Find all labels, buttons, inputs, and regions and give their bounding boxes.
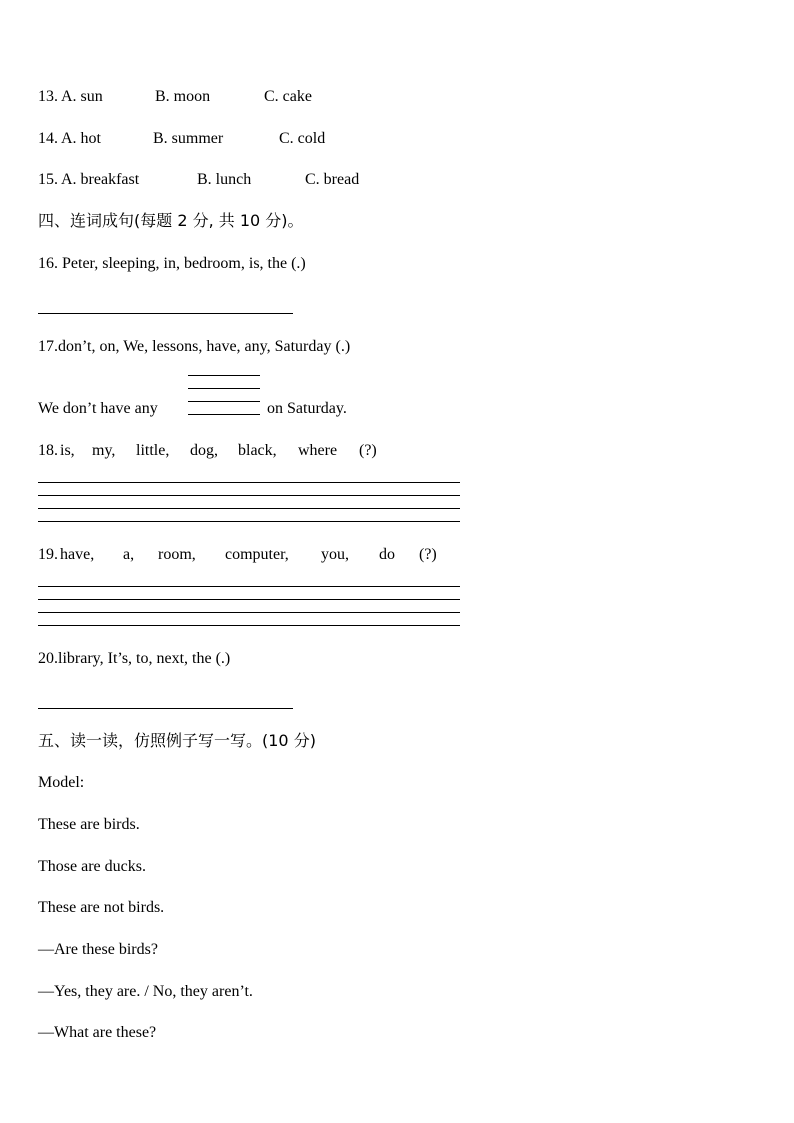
word: you,: [321, 546, 349, 563]
question-20: 20.library, It’s, to, next, the (.): [38, 650, 231, 667]
option-b: B. moon: [155, 88, 211, 105]
option-c: C. cake: [264, 88, 312, 105]
word: my,: [92, 442, 116, 459]
section-4-heading: 四、连词成句(每题 2 分, 共 10 分)。: [38, 211, 304, 230]
question-17: 17.don’t, on, We, lessons, have, any, Saturday (.): [38, 338, 351, 355]
model-label: Model:: [38, 774, 85, 791]
model-line: —Are these birds?: [38, 941, 158, 958]
word: room,: [158, 546, 196, 563]
q17-suffix: on Saturday.: [267, 400, 347, 417]
model-line: These are not birds.: [38, 899, 165, 916]
question-16: 16. Peter, sleeping, in, bedroom, is, the (.): [38, 255, 306, 272]
question-number: 19.: [38, 546, 58, 563]
option-a: A. hot: [61, 130, 101, 147]
answer-line-16[interactable]: [38, 313, 293, 314]
answer-blank-17[interactable]: [188, 375, 260, 417]
option-b: B. summer: [153, 130, 224, 147]
word: (?): [419, 546, 437, 563]
word: dog,: [190, 442, 218, 459]
model-line: Those are ducks.: [38, 858, 146, 875]
word: black,: [238, 442, 277, 459]
option-a: A. sun: [61, 88, 103, 105]
word: little,: [136, 442, 170, 459]
answer-line-20[interactable]: [38, 708, 293, 709]
word: computer,: [225, 546, 289, 563]
question-number: 18.: [38, 442, 58, 459]
section-5-heading: 五、读一读，仿照例子写一写。(10 分): [38, 731, 316, 750]
question-number: 13.: [38, 88, 58, 105]
model-line: These are birds.: [38, 816, 140, 833]
option-c: C. cold: [279, 130, 326, 147]
option-c: C. bread: [305, 171, 360, 188]
question-number: 14.: [38, 130, 58, 147]
option-b: B. lunch: [197, 171, 252, 188]
model-line: —Yes, they are. / No, they aren’t.: [38, 983, 253, 1000]
word: (?): [359, 442, 377, 459]
model-line: —What are these?: [38, 1024, 157, 1041]
word: where: [298, 442, 338, 459]
q17-prefix: We don’t have any: [38, 400, 158, 417]
question-number: 15.: [38, 171, 58, 188]
word: is,: [60, 442, 75, 459]
word: do: [379, 546, 395, 563]
word: have,: [60, 546, 95, 563]
word: a,: [123, 546, 135, 563]
option-a: A. breakfast: [61, 171, 140, 188]
